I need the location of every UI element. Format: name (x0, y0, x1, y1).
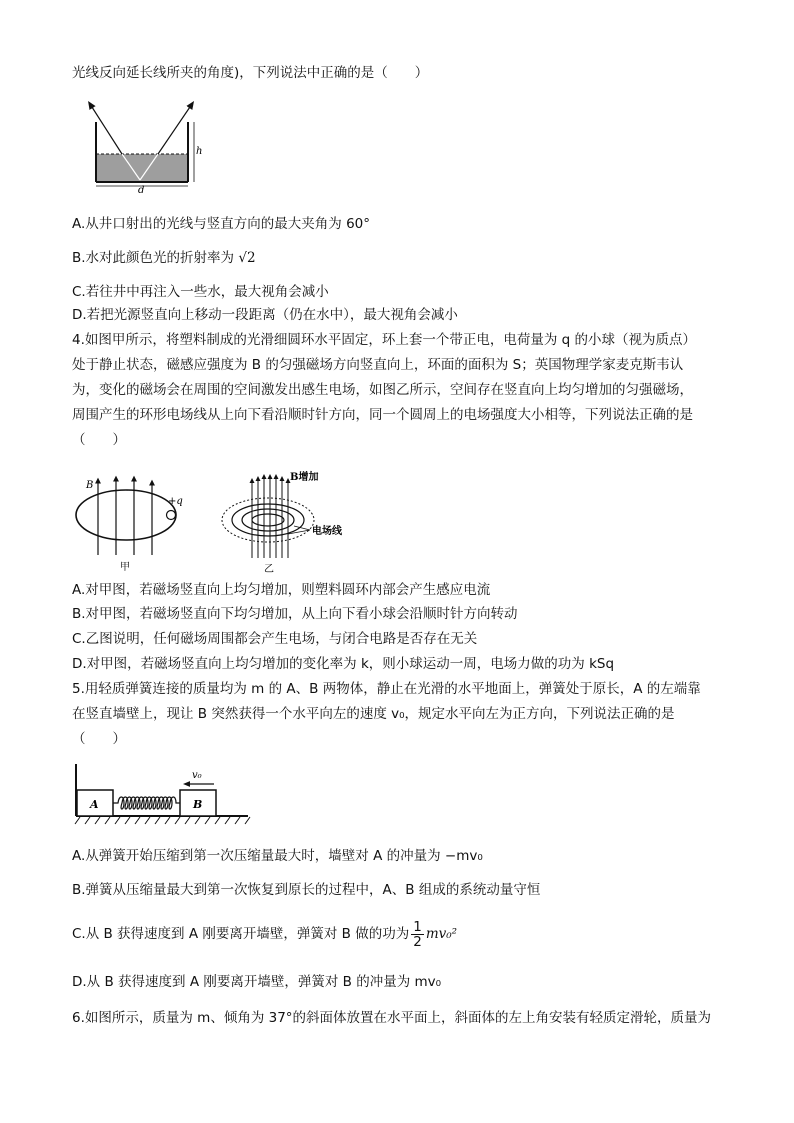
figure-yi-caption: 乙 (264, 564, 274, 575)
charged-ball (167, 511, 176, 520)
q6-stem-line-1: 6.如图所示，质量为 m、倾角为 37°的斜面体放置在水平面上，斜面体的左上角安装有轻质定滑轮，质量为 (72, 1010, 712, 1026)
figure-jia-caption: 甲 (120, 562, 130, 573)
q4-option-a: A.对甲图，若磁场竖直向上均匀增加，则塑料圆环内部会产生感应电流 (72, 582, 491, 598)
q5-option-c-text: C.从 B 获得速度到 A 刚要离开墙壁，弹簧对 B 做的功为 (72, 926, 410, 942)
sqrt2-expression: √2 (238, 250, 256, 266)
q5-stem-line-3: （ ） (72, 731, 126, 747)
q5-option-a: A.从弹簧开始压缩到第一次压缩量最大时，墙壁对 A 的冲量为 −mv₀ (72, 848, 483, 864)
q3-option-b-text: B.水对此颜色光的折射率为 (72, 250, 239, 266)
block-a-label: A (90, 798, 99, 811)
plastic-ring (76, 490, 176, 540)
figure-jia (68, 470, 188, 575)
q4-stem-line-2: 处于静止状态，磁感应强度为 B 的匀强磁场方向竖直向上，环面的面积为 S；英国物理学家麦克斯韦认 (72, 357, 684, 373)
field-ring (242, 509, 294, 531)
q4-stem-line-4: 周围产生的环形电场线从上向下看沿顺时针方向，同一个圆周上的电场强度大小相等，下列说法正确的是 (72, 407, 693, 423)
q4-stem-line-5: （ ） (72, 432, 126, 448)
q4-option-b: B.对甲图，若磁场竖直向下均匀增加，从上向下看小球会沿顺时针方向转动 (72, 606, 518, 622)
q4-option-d: D.对甲图，若磁场竖直向上均匀增加的变化率为 k，则小球运动一周，电场力做的功为 kSq (72, 656, 615, 672)
q5-option-c-expression: mv₀² (425, 926, 458, 942)
d-label: d (138, 185, 145, 193)
fraction-one-half (411, 920, 424, 949)
exit-ray-right (158, 104, 192, 154)
q5-stem-line-2: 在竖直墙壁上，现让 B 突然获得一个水平向左的速度 v₀，规定水平向左为正方向，下列说法正确的是 (72, 706, 675, 722)
q3-option-c: C.若往井中再注入一些水，最大视角会减小 (72, 284, 329, 300)
q4-stem-line-1: 4.如图甲所示，将塑料制成的光滑细圆环水平固定，环上套一个带正电，电荷量为 q 的小球（视为质点） (72, 332, 697, 348)
q3-option-a: A.从井口射出的光线与竖直方向的最大夹角为 60° (72, 216, 371, 232)
fraction-numerator: 1 (413, 918, 422, 935)
h-label: h (196, 146, 203, 157)
velocity-label: v₀ (192, 770, 202, 781)
field-ring-inner (252, 514, 284, 526)
q5-stem-line-1: 5.用轻质弹簧连接的质量均为 m 的 A、B 两物体，静止在光滑的水平地面上，弹簧处于原长，A 的左端靠 (72, 681, 701, 697)
b-label: B (86, 480, 94, 491)
ground-hatching (75, 817, 250, 824)
fraction-denominator: 2 (413, 933, 422, 950)
q5-option-c (72, 916, 457, 952)
q3-option-b (72, 248, 256, 268)
spring (113, 797, 180, 809)
q5-option-b: B.弹簧从压缩量最大到第一次恢复到原长的过程中，A、B 组成的系统动量守恒 (72, 882, 541, 898)
q4-stem-line-3: 为，变化的磁场会在周围的空间激发出感生电场，如图乙所示，空间存在竖直向上均匀增加的匀强磁场， (72, 382, 693, 398)
field-line-label: 电场线 (312, 526, 342, 537)
exit-ray-left (90, 104, 122, 154)
block-b-label: B (193, 798, 203, 811)
q3-option-d: D.若把光源竖直向上移动一段距离（仍在水中），最大视角会减小 (72, 307, 458, 323)
q-label: +q (168, 496, 183, 507)
well-diagram (82, 98, 212, 193)
spring-blocks-diagram (72, 760, 252, 828)
question-intro-text: 光线反向延长线所夹的角度)，下列说法中正确的是（ ） (72, 65, 429, 81)
b-increase-label: B增加 (290, 472, 319, 483)
figure-yi (218, 468, 368, 576)
q5-option-d: D.从 B 获得速度到 A 刚要离开墙壁，弹簧对 B 的冲量为 mv₀ (72, 974, 442, 990)
q4-option-c: C.乙图说明，任何磁场周围都会产生电场，与闭合电路是否存在无关 (72, 631, 478, 647)
